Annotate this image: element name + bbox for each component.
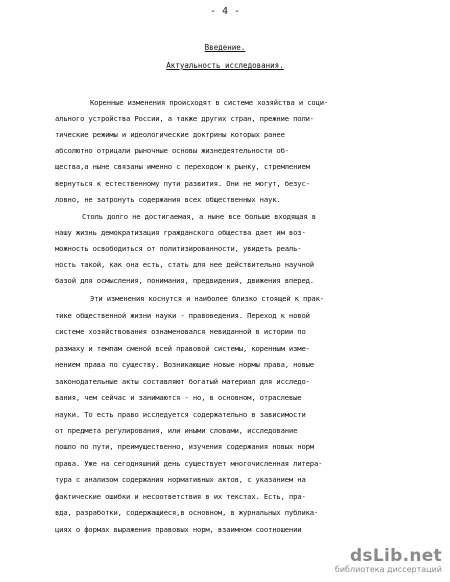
- watermark: [322, 546, 442, 576]
- text-line: Эти изменения коснутся и наиболее близко стоящей к прак-: [90, 294, 324, 303]
- text-line: законодательные акты составляют богатый материал для исследо-: [55, 377, 310, 386]
- text-line: можность освободиться от политизированности, увидеть реаль-: [55, 244, 302, 253]
- text-line: ность такой, как она есть, стать для нее действительно научной: [55, 260, 314, 269]
- text-line: Коренные изменения происходят в системе хозяйства и соци-: [90, 98, 329, 107]
- text-line: от предмета регулирования, или иными словами, исследование: [55, 426, 298, 435]
- text-line: вда, разработки, содержащиеся,в основном, в журнальных публика-: [55, 508, 319, 517]
- text-line: размаху и темпам сменой всей правовой системы, коренным изме-: [55, 344, 310, 353]
- text-line: базой для осмысления, понимания, предвидения, движения вперед.: [55, 276, 314, 285]
- text-line: тике общественной жизни науки - правоведения. Переход к новой: [55, 311, 310, 320]
- text-line: щества,а ныне связаны именно с переходом к рынку, стремлением: [55, 162, 310, 171]
- text-line: фактические ошибки и несоответствия в их текстах. Есть, пра-: [55, 492, 306, 501]
- text-line: вернуться к естественному пути развития. Они не могут, безус-: [55, 179, 310, 188]
- section-subheading: Актуальность исследования.: [166, 61, 284, 70]
- text-line: циях о формах выражения правовых норм, взаимном соотношении: [55, 525, 302, 534]
- text-line: нением права по существу. Возникающие новые нормы права, новые: [55, 360, 314, 369]
- text-line: тические режимы и идеологические доктрины которых ранее: [55, 130, 285, 139]
- text-line: ловно, не затронуть содержания всех общественных наук.: [55, 195, 281, 204]
- text-line: нашу жизнь демократизация гражданского общества дает им воз-: [55, 228, 306, 237]
- text-line: науки. То есть право исследуется содержательно в зависимости: [55, 410, 306, 419]
- text-line: вания, чем сейчас и занимаются - но, в основном, отраслевые: [55, 393, 302, 402]
- section-heading: Введение.: [204, 43, 246, 52]
- watermark-logo: dsLib.net: [349, 546, 442, 566]
- text-line: права. Уже на сегодняшний день существует многочисленная литера-: [55, 459, 323, 468]
- text-line: ального устройства России, а также других стран, прежние поли-: [55, 114, 314, 123]
- watermark-subtitle: библиотека диссертаций: [334, 565, 442, 574]
- text-line: абсолютно отрицали рыночные основы жизнедеятельности об-: [55, 146, 289, 155]
- text-line: пошло по пути, преимущественно, изучения содержания новых норм: [55, 442, 314, 451]
- text-line: системе хозяйствования ознаменовался невиданной в истории по: [55, 327, 306, 336]
- text-line: тура с анализом содержания нормативных актов, с указанием на: [55, 475, 306, 484]
- page-number: - 4 -: [209, 6, 241, 17]
- text-line: Столь долго не достигаемая, а ныне все больше входящая в: [82, 212, 316, 221]
